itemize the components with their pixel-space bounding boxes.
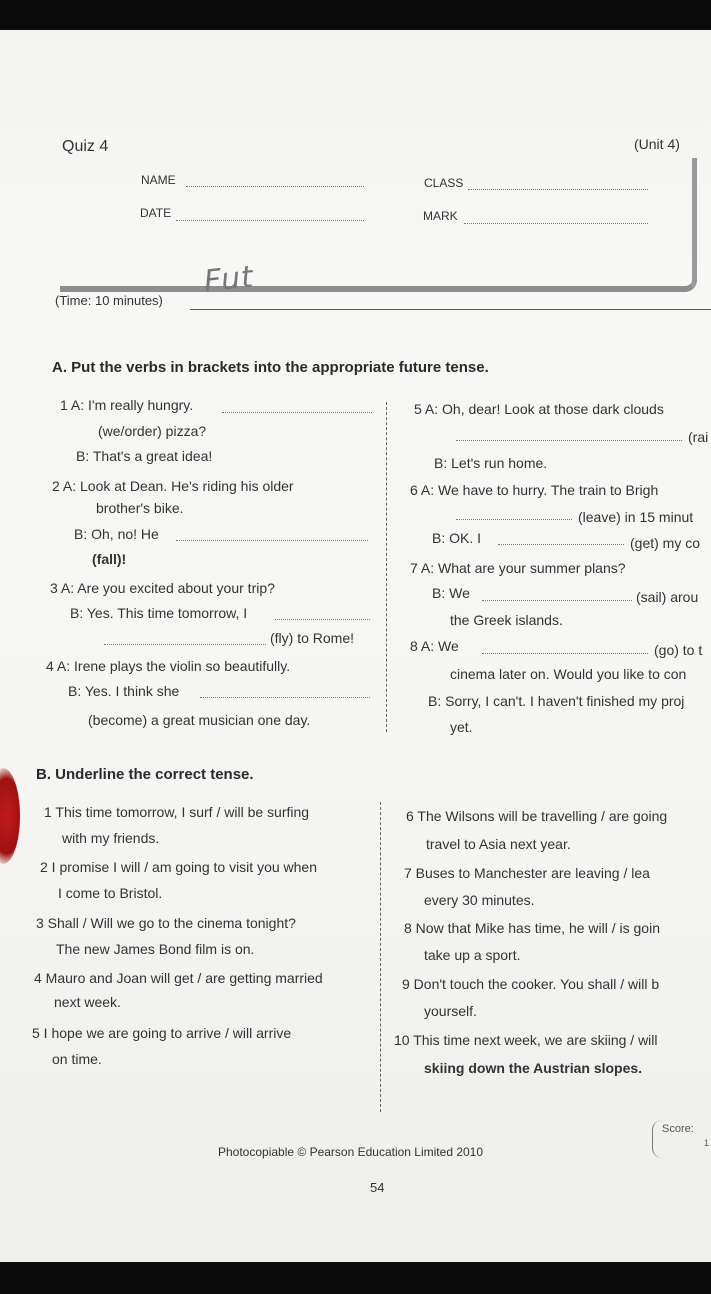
a-right-line-1: 5 A: Oh, dear! Look at those dark clouds [414,401,664,417]
b-left-line-8: next week. [54,994,121,1010]
a-left-line-4: 2 A: Look at Dean. He's riding his older [52,478,294,494]
a-left-line-5: brother's bike. [96,500,184,516]
b-left-line-6: The new James Bond film is on. [56,941,255,957]
b-left-line-5: 3 Shall / Will we go to the cinema tonight? [36,915,296,931]
a6-blank-2[interactable] [498,544,624,545]
a-left-line-7: (fall)! [92,551,127,567]
b-right-line-2: travel to Asia next year. [426,836,571,852]
b-left-line-3: 2 I promise I will / am going to visit you when [40,859,318,875]
mark-line[interactable] [464,223,648,224]
name-line[interactable] [186,186,364,187]
date-label: DATE [140,206,172,220]
page-number: 54 [370,1180,385,1195]
a-left-line-13: (become) a great musician one day. [88,712,311,728]
a-right-line-12: 8 A: We [410,638,459,654]
a-right-line-13: (go) to t [654,642,703,658]
b-right-line-9: 10 This time next week, we are skiing / will [394,1032,658,1048]
a-right-line-6: B: OK. I [432,530,482,546]
class-line[interactable] [468,189,648,190]
a-right-line-16: yet. [450,719,473,735]
a-left-line-10: (fly) to Rome! [270,630,355,646]
b-left-line-2: with my friends. [62,830,160,846]
a1-blank[interactable] [222,412,372,413]
b-left-line-10: on time. [52,1051,102,1067]
a3-blank-2[interactable] [104,644,266,645]
worksheet-page [0,30,711,1262]
a-right-line-5: (leave) in 15 minut [578,509,694,525]
a5-blank[interactable] [456,440,682,441]
red-object-edge [0,768,20,864]
b-right-line-8: yourself. [424,1003,477,1019]
copyright-footer: Photocopiable © Pearson Education Limited 2010 [218,1145,484,1159]
date-line[interactable] [176,220,364,221]
class-label: CLASS [424,176,464,190]
b-left-line-7: 4 Mauro and Joan will get / are getting married [34,970,323,986]
a-right-line-9: B: We [432,585,470,601]
b-right-line-4: every 30 minutes. [424,892,535,908]
a-left-line-11: 4 A: Irene plays the violin so beautifully. [46,658,291,674]
b-right-line-7: 9 Don't touch the cooker. You shall / will b [402,976,660,992]
a2-blank[interactable] [176,540,368,541]
a8-blank[interactable] [482,653,648,654]
a-right-line-3: B: Let's run home. [434,455,548,471]
unit-label: (Unit 4) [634,136,680,152]
section-b-title: B. Underline the correct tense. [36,766,254,783]
time-line [190,309,711,310]
a-right-line-7: (get) my co [630,535,701,551]
a-left-line-8: 3 A: Are you excited about your trip? [50,580,275,596]
name-label: NAME [141,173,176,187]
b-right-line-1: 6 The Wilsons will be travelling / are going [406,808,668,824]
section-a-title: A. Put the verbs in brackets into the appropriate future tense. [52,359,489,376]
a6-blank-1[interactable] [456,519,572,520]
b-left-line-9: 5 I hope we are going to arrive / will arrive [32,1025,292,1041]
a7-blank[interactable] [482,600,632,601]
b-right-line-10: skiing down the Austrian slopes. [424,1060,643,1076]
score-label: Score: [662,1123,694,1135]
a-left-line-3: B: That's a great idea! [76,448,213,464]
b-right-line-5: 8 Now that Mike has time, he will / is goin [404,920,660,936]
a-right-line-11: the Greek islands. [450,612,563,628]
b-right-line-3: 7 Buses to Manchester are leaving / lea [404,865,650,881]
a-right-line-15: B: Sorry, I can't. I haven't finished my proj [428,693,685,709]
time-label: (Time: 10 minutes) [55,293,163,308]
quiz-title: Quiz 4 [62,138,109,155]
b-left-line-1: 1 This time tomorrow, I surf / will be surfing [44,804,310,820]
a-left-line-2: (we/order) pizza? [98,423,207,439]
a-right-line-2: (rai [688,429,709,445]
b-left-line-4: I come to Bristol. [58,885,163,901]
a-left-line-12: B: Yes. I think she [68,683,180,699]
b-right-line-6: take up a sport. [424,947,521,963]
a-right-line-14: cinema later on. Would you like to con [450,666,687,682]
a-right-line-8: 7 A: What are your summer plans? [410,560,626,576]
section-b-divider [380,802,381,1112]
section-a-divider [386,402,387,732]
score-total: 1 [704,1138,710,1148]
a-left-line-1: 1 A: I'm really hungry. [60,397,194,413]
a-right-line-10: (sail) arou [636,589,699,605]
a4-blank[interactable] [200,697,370,698]
a3-blank-1[interactable] [275,619,370,620]
handwritten-note: Fut [202,259,256,300]
mark-label: MARK [423,209,458,223]
a-left-line-6: B: Oh, no! He [74,526,159,542]
a-left-line-9: B: Yes. This time tomorrow, I [70,605,248,621]
a-right-line-4: 6 A: We have to hurry. The train to Brigh [410,482,659,498]
